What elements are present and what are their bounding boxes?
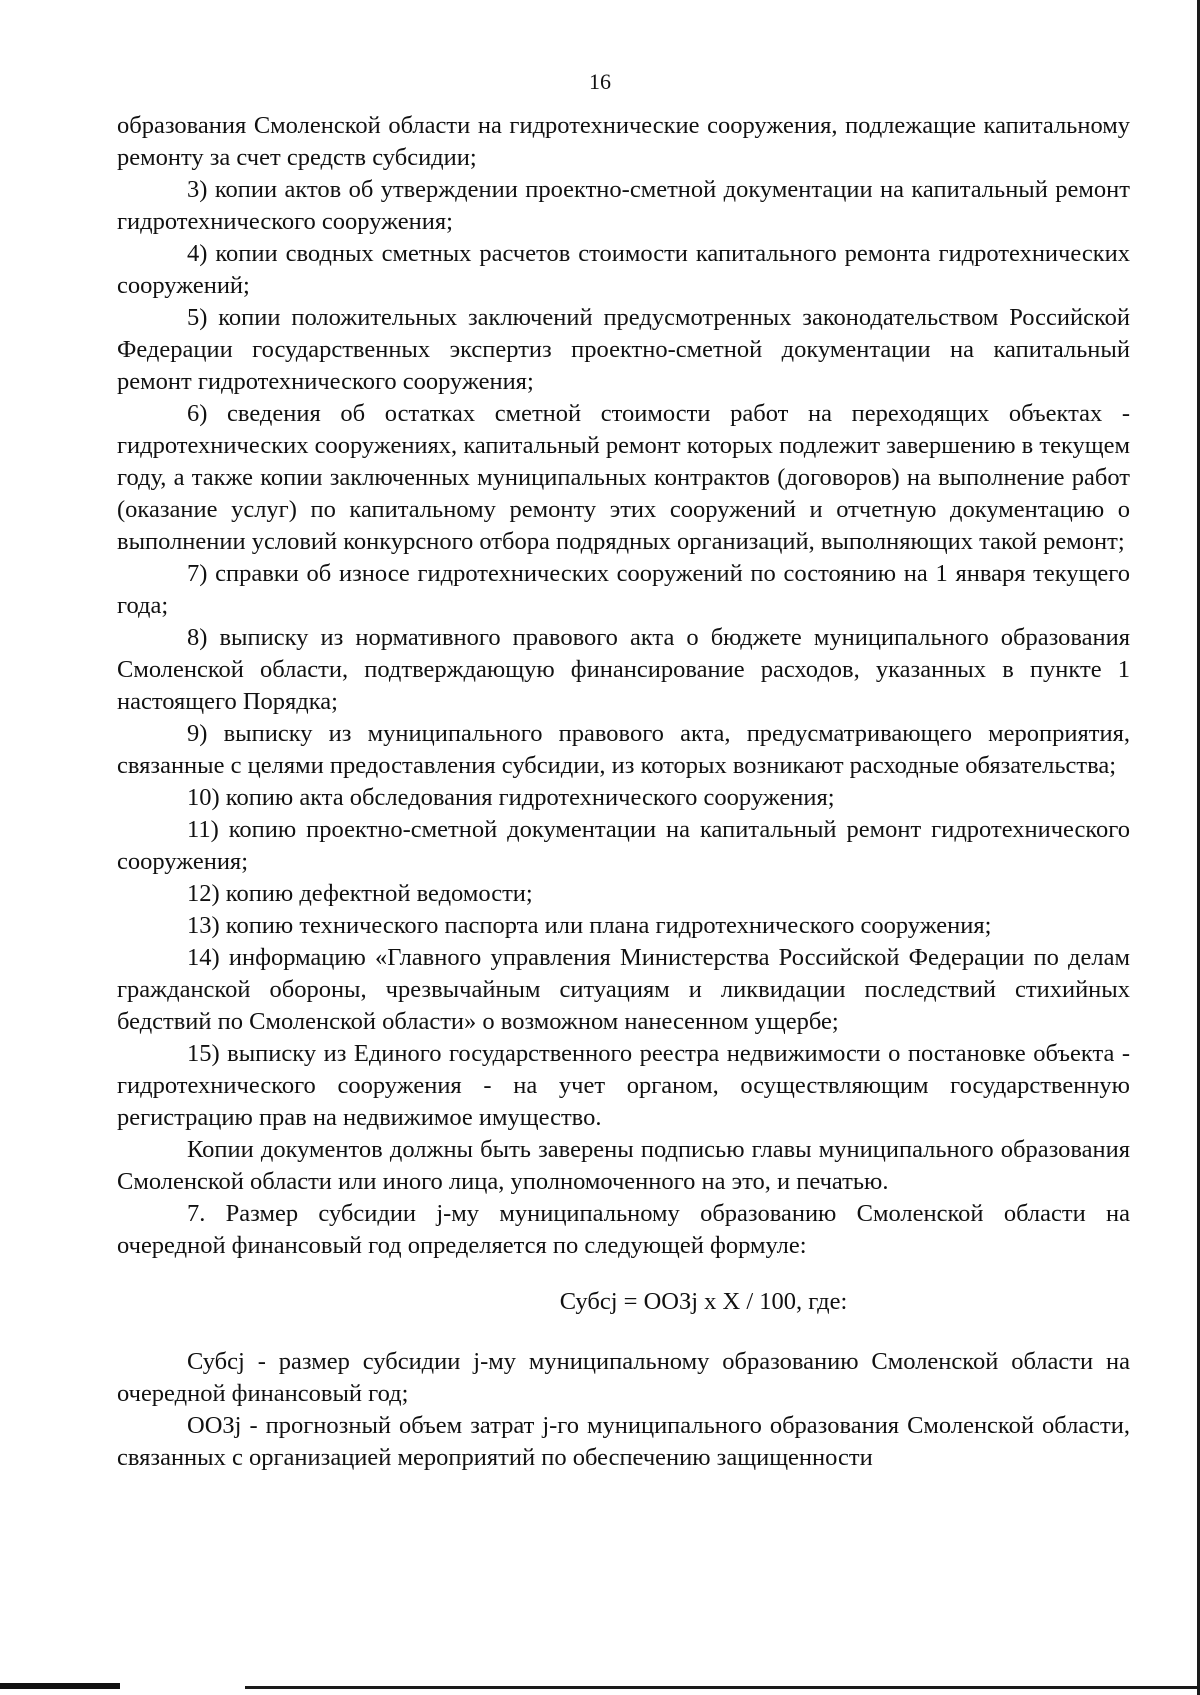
scan-corner-mark	[0, 1683, 120, 1689]
list-item-3: 3) копии актов об утверждении проектно-сметной документации на капитальный ремонт гидротехнического сооружения;	[117, 176, 1130, 235]
scan-bottom-edge	[245, 1686, 1200, 1689]
list-item-8: 8) выписку из нормативного правового акта о бюджете муниципального образования Смоленской области, подтверждающую финансирование расходов, указанных в пункте 1 настоящего Порядка;	[117, 624, 1130, 715]
certification-paragraph: Копии документов должны быть заверены подписью главы муниципального образования Смоленской области или иного лица, уполномоченного на это, и печатью.	[117, 1136, 1130, 1195]
definition-ooz: ООЗj - прогнозный объем затрат j-го муниципального образования Смоленской области, связанных с организацией мероприятий по обеспечению защищенности	[117, 1412, 1130, 1471]
list-item-5: 5) копии положительных заключений предусмотренных законодательством Российской Федерации государственных экспертиз проектно-сметной документации на капитальный ремонт гидротехнического сооружения;	[117, 304, 1130, 395]
list-item-7: 7) справки об износе гидротехнических сооружений по состоянию на 1 января текущего года;	[117, 560, 1130, 619]
list-item-4: 4) копии сводных сметных расчетов стоимости капитального ремонта гидротехнических сооружений;	[117, 240, 1130, 299]
document-body	[117, 110, 1130, 1474]
section-7-paragraph: 7. Размер субсидии j-му муниципальному образованию Смоленской области на очередной финансовый год определяется по следующей формуле:	[117, 1200, 1130, 1259]
list-item-10: 10) копию акта обследования гидротехнического сооружения;	[187, 784, 835, 811]
list-item-13: 13) копию технического паспорта или плана гидротехнического сооружения;	[187, 912, 992, 939]
list-item-14: 14) информацию «Главного управления Министерства Российской Федерации по делам гражданской обороны, чрезвычайным ситуациям и ликвидации последствий стихийных бедствий по Смоленской области» о возможном нанесенном ущербе;	[117, 944, 1130, 1035]
page-number: 16	[589, 69, 611, 94]
list-item-11: 11) копию проектно-сметной документации на капитальный ремонт гидротехнического сооружения;	[117, 816, 1130, 875]
subsidy-formula: Субсj = ООЗj x X / 100, где:	[559, 1288, 848, 1315]
paragraph-continuation: образования Смоленской области на гидротехнические сооружения, подлежащие капитальному ремонту за счет средств субсидии;	[117, 112, 1130, 171]
definition-subs: Субсj - размер субсидии j-му муниципальному образованию Смоленской области на очередной финансовый год;	[117, 1348, 1130, 1407]
list-item-12: 12) копию дефектной ведомости;	[187, 880, 533, 907]
list-item-9: 9) выписку из муниципального правового акта, предусматривающего мероприятия, связанные с целями предоставления субсидии, из которых возникают расходные обязательства;	[117, 720, 1130, 779]
list-item-6: 6) сведения об остатках сметной стоимости работ на переходящих объектах - гидротехнических сооружениях, капитальный ремонт которых подлежит завершению в текущем году, а также копии заключенных муниципальных контрактов (договоров) на выполнение работ (оказание услуг) по капитальному ремонту этих сооружений и отчетную документацию о выполнении условий конкурсного отбора подрядных организаций, выполняющих такой ремонт;	[117, 400, 1130, 555]
list-item-15: 15) выписку из Единого государственного реестра недвижимости о постановке объекта - гидротехнического сооружения - на учет органом, осуществляющим государственную регистрацию прав на недвижимое имущество.	[117, 1040, 1130, 1131]
